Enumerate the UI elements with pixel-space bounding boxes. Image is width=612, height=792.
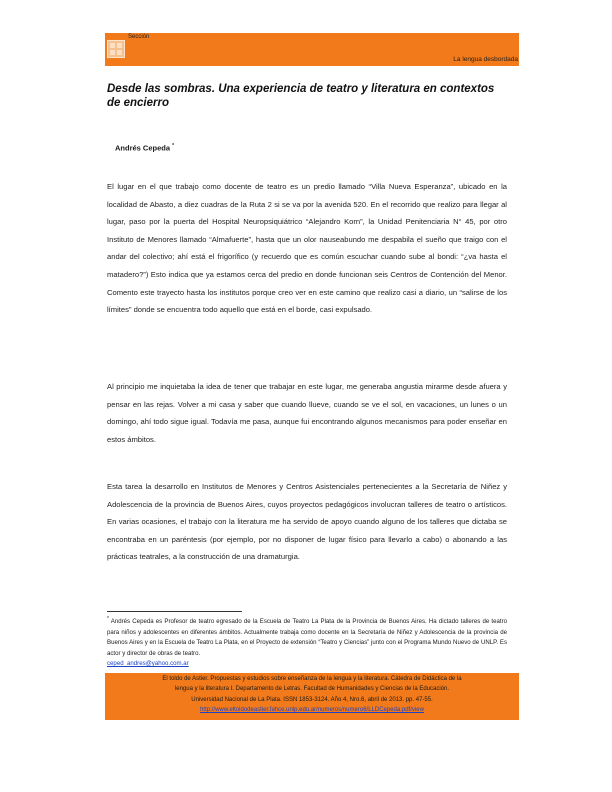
- author-name: [115, 143, 174, 153]
- citation-line-1: El toldo de Astier. Propuestas y estudios sobre enseñanza de la lengua y la literatura. Cátedra de Didáctica de la: [162, 676, 462, 682]
- citation-line-3: Universidad Nacional de La Plata. ISSN 1853-3124. Año 4, Nro.6, abril de 2013. pp. 47-55.: [191, 696, 433, 703]
- author-name-text: Andrés Cepeda: [115, 143, 171, 153]
- footnote: [107, 614, 507, 670]
- paragraph-2: Al principio me inquietaba la idea de tener que trabajar en este lugar, me generaba angustia mirarme desde afuera y pensar en las rejas. Volver a mi casa y saber que cuando llueve, cuando se ve el sol, en vacaciones, un lunes o un domingo, ahí todo sigue igual. Todavía me pasa, aunque fui encontrando algunos mecanismos para poder enseñar en estos ámbitos.: [107, 382, 507, 444]
- citation-box: [105, 673, 519, 720]
- journal-logo-icon: [107, 40, 125, 58]
- footnote-divider: [107, 611, 242, 612]
- footnote-text: Andrés Cepeda es Profesor de teatro egresado de la Escuela de Teatro La Plata de la Provincia de Buenos Aires. Ha dictado talleres de teatro para niños y adolescentes en diferentes ámbitos. Actualmente trabaja como docente en la Secretaría de Niñez y Adolescencia de la provincia de Buenos Aires y en la Escuela de Teatro La Plata, en el Proyecto de extensión “Teatro y Ciencias” junto con el Programa Mundo Nuevo de UNLP. Es actor y director de obras de teatro.: [107, 618, 507, 657]
- section-label: Sección: [128, 34, 150, 40]
- paragraph-1: El lugar en el que trabajo como docente de teatro es un predio llamado “Villa Nueva Esperanza”, ubicado en la localidad de Abasto, a diez cuadras de la Ruta 2 si se va por la avenida 520. En el recorrido que realizo para llegar al lugar, paso por la puerta del Hospital Neuropsiquiátrico “Alejandro Korn”, la Unidad Penitenciaria N° 45, por otro Instituto de Menores llamado “Almafuerte”, hasta que un olor nauseabundo me despabila el sueño que traigo con el andar del colectivo; ahí está el frigorífico (y recuerdo que es común escuchar cuando sube al bondi: “¿va hasta el matadero?”) Esto indica que ya estamos cerca del predio en donde funcionan seis Centros de Contención del Menor. Comento este trayecto hasta los institutos porque creo ver en este camino que realizo casi a diario, un “salirse de los límites” donde se encuentra todo aquello que está en el borde, casi expulsado.: [107, 182, 507, 315]
- journal-section-name: La lengua desbordada: [453, 56, 518, 63]
- citation-line-2: lengua y la literatura I. Departamento de Letras. Facultad de Humanidades y Ciencias de la Educación.: [174, 686, 450, 693]
- author-footnote-mark[interactable]: *: [172, 143, 175, 149]
- footnote-mark: *: [107, 616, 109, 622]
- citation-url-link[interactable]: http://www.eltoldodeastier.fahce.unlp.edu.ar/numeros/numero6/LLDCepeda.pdf/view: [200, 706, 424, 713]
- article-title: Desde las sombras. Una experiencia de teatro y literatura en contextos de encierro: [107, 83, 495, 109]
- author-email-link[interactable]: ceped_andres@yahoo.com.ar: [107, 660, 189, 668]
- paragraph-3: Esta tarea la desarrollo en Institutos de Menores y Centros Asistenciales pertenecientes a la Secretaría de Niñez y Adolescencia de la provincia de Buenos Aires, cuyos proyectos pedagógicos involucran talleres de teatro o artísticos. En varias ocasiones, el trabajo con la literatura me ha servido de apoyo cuando alguno de los talleres que dictaba se encontraba en un paréntesis (por ejemplo, por no disponer de lugar físico para llevarlo a cabo) o abonando a las prácticas teatrales, a la construcción de una dramaturgia.: [107, 482, 507, 562]
